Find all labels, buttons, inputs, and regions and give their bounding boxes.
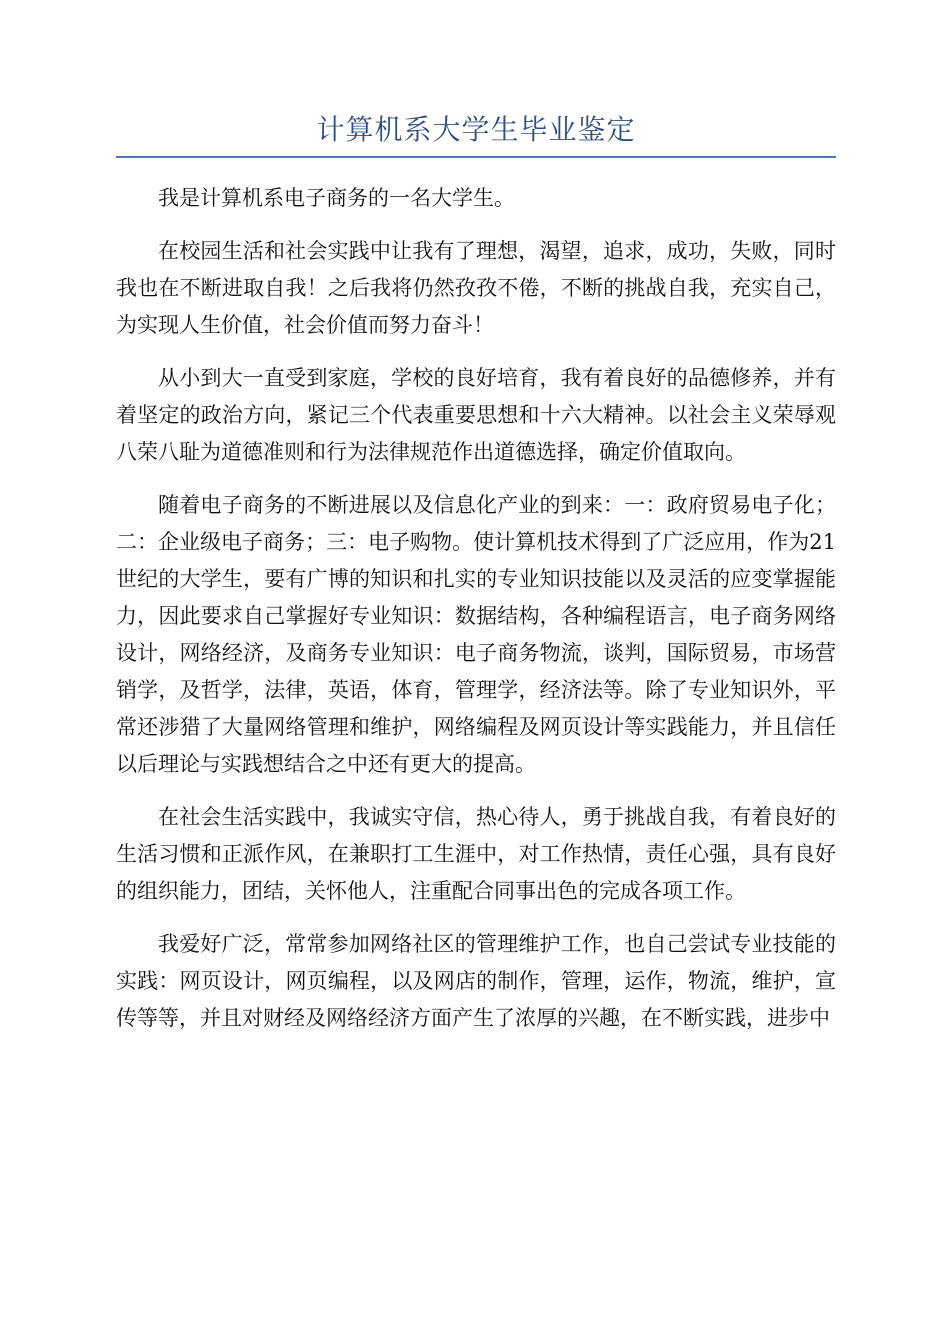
paragraph-4: 随着电子商务的不断进展以及信息化产业的到来：一：政府贸易电子化；二：企业级电子商务；三：电子购物。使计算机技术得到了广泛应用，作为21世纪的大学生，要有广博的知识和扎实的专业知识技能以及灵活的应变掌握能力，因此要求自己掌握好专业知识：数据结构，各种编程语言，电子商务网络设计，网络经济，及商务专业知识：电子商务物流，谈判，国际贸易，市场营销学，及哲学，法律，英语，体育，管理学，经济法等。除了专业知识外，平常还涉猎了大量网络管理和维护，网络编程及网页设计等实践能力，并且信任以后理论与实践想结合之中还有更大的提高。 — [116, 493, 836, 776]
paragraph-1: 我是计算机系电子商务的一名大学生。 — [158, 186, 515, 210]
paragraph-6: 我爱好广泛，常常参加网络社区的管理维护工作，也自己尝试专业技能的实践：网页设计，网页编程，以及网店的制作，管理，运作，物流，维护，宣传等等，并且对财经及网络经济方面产生了浓厚的兴趣，在不断实践，进步中 — [116, 932, 836, 1030]
document-title: 计算机系大学生毕业鉴定 — [116, 108, 836, 158]
document-body — [116, 180, 836, 1037]
paragraph-5: 在社会生活实践中，我诚实守信，热心待人，勇于挑战自我，有着良好的生活习惯和正派作风，在兼职打工生涯中，对工作热情，责任心强，具有良好的组织能力，团结，关怀他人，注重配合同事出色的完成各项工作。 — [116, 805, 836, 903]
document-page — [116, 108, 836, 1053]
paragraph-3: 从小到大一直受到家庭，学校的良好培育，我有着良好的品德修养，并有着坚定的政治方向，紧记三个代表重要思想和十六大精神。以社会主义荣辱观八荣八耻为道德准则和行为法律规范作出道德选择，确定价值取向。 — [116, 366, 836, 464]
paragraph-2: 在校园生活和社会实践中让我有了理想，渴望，追求，成功，失败，同时我也在不断进取自我！之后我将仍然孜孜不倦，不断的挑战自我，充实自己，为实现人生价值，社会价值而努力奋斗！ — [116, 239, 836, 337]
